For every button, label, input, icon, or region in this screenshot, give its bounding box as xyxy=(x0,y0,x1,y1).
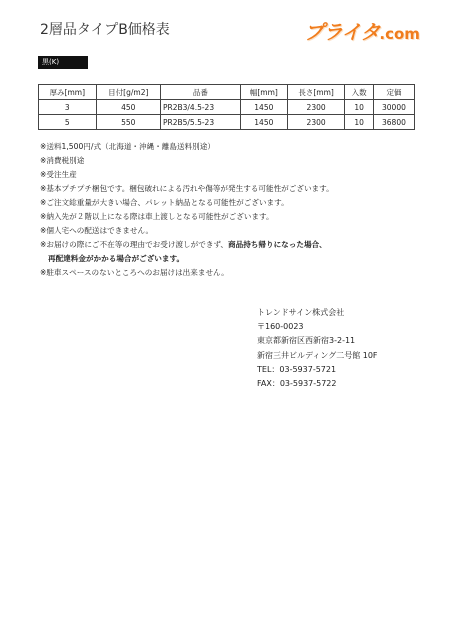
price-table xyxy=(38,84,415,130)
page-title: 2層品タイプB価格表 xyxy=(40,22,170,38)
note-tax: ※消費税別途 xyxy=(40,156,85,165)
column-header: 長さ[mm] xyxy=(287,85,345,100)
logo-text: プライタ xyxy=(304,20,380,44)
brand-logo[interactable] xyxy=(304,16,420,45)
table-cell: 36800 xyxy=(373,115,414,130)
table-cell: 2300 xyxy=(287,115,345,130)
note-no-residential: ※個人宅への配送はできません。 xyxy=(40,226,154,235)
note-packaging: ※基本プチプチ梱包です。梱包破れによる汚れや傷等が発生する可能性がございます。 xyxy=(40,184,334,193)
note-made-to-order: ※受注生産 xyxy=(40,170,77,179)
company-postal: 〒160-0023 xyxy=(257,322,304,332)
table-cell: 1450 xyxy=(240,115,287,130)
column-header: 厚み[mm] xyxy=(39,85,97,100)
column-header: 目付[g/m2] xyxy=(96,85,160,100)
table-row xyxy=(39,115,415,130)
note-redelivery-text: ※お届けの際にご不在等の理由でお受け渡しができず、 xyxy=(40,240,229,249)
table-cell: 450 xyxy=(96,100,160,115)
company-fax: FAX：03-5937-5722 xyxy=(257,379,337,389)
note-shipping: ※送料1,500円/式（北海道・沖縄・離島送料別途） xyxy=(40,142,215,151)
table-cell: 10 xyxy=(345,115,373,130)
note-redelivery xyxy=(40,238,334,252)
note-pallet: ※ご注文総重量が大きい場合、パレット納品となる可能性がございます。 xyxy=(40,198,289,207)
company-info xyxy=(257,306,378,391)
table-row xyxy=(39,100,415,115)
table-cell: 30000 xyxy=(373,100,414,115)
column-header: 入数 xyxy=(345,85,373,100)
company-tel: TEL：03-5937-5721 xyxy=(257,364,337,374)
note-parking: ※駐車スペースのないところへのお届けは出来ません。 xyxy=(40,268,229,277)
column-header: 品番 xyxy=(160,85,240,100)
table-cell: PR2B3/4.5-23 xyxy=(160,100,240,115)
table-cell: 10 xyxy=(345,100,373,115)
note-redelivery-bold: 商品持ち帰りになった場合、 xyxy=(228,240,327,249)
note-upper-floor: ※納入先が２階以上になる際は車上渡しとなる可能性がございます。 xyxy=(40,212,274,221)
table-cell: 1450 xyxy=(240,100,287,115)
company-address-line1: 東京都新宿区西新宿3-2-11 xyxy=(257,336,356,346)
table-cell: PR2B5/5.5-23 xyxy=(160,115,240,130)
table-cell: 5 xyxy=(39,115,97,130)
logo-suffix: .com xyxy=(379,25,420,43)
column-header: 幅[mm] xyxy=(240,85,287,100)
table-cell: 2300 xyxy=(287,100,345,115)
note-redelivery-fee: 再配達料金がかかる場合がございます。 xyxy=(48,254,185,263)
column-header: 定価 xyxy=(373,85,414,100)
color-badge: 黒(K) xyxy=(38,56,88,69)
table-cell: 3 xyxy=(39,100,97,115)
company-name: トレンドサイン株式会社 xyxy=(257,308,345,317)
company-address-line2: 新宿三井ビルディング二号館 10F xyxy=(257,350,378,360)
table-header-row xyxy=(39,85,415,100)
notes-list xyxy=(40,140,334,280)
table-cell: 550 xyxy=(96,115,160,130)
